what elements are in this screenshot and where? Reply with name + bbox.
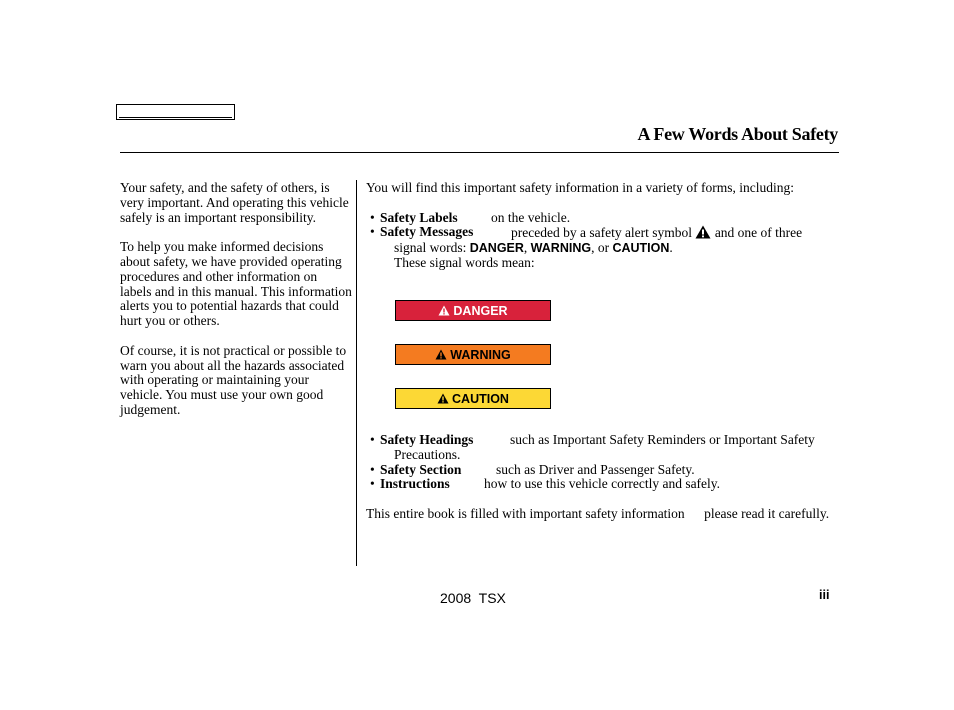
page-number: iii [819, 588, 830, 602]
column-divider [356, 180, 357, 566]
list-item-safety-labels: • Safety Labels on the vehicle. [370, 209, 571, 225]
section-tab-box [116, 104, 235, 120]
page-title: A Few Words About Safety [637, 124, 838, 144]
list-item-instructions: • Instructions how to use this vehicle correctly and safely. [370, 476, 721, 492]
paragraph: Of course, it is not practical or possible to warn you about all the hazards associated with operating or maintaining your vehicle. You must use your own good judgement. [120, 342, 347, 417]
item-lead: Instructions [380, 476, 450, 492]
item-lead: Safety Messages [380, 224, 474, 240]
item-text: such as Important Safety Reminders or Important Safety Precautions. [394, 432, 815, 462]
signal-word-warning: WARNING [530, 241, 592, 256]
warning-signal-label [395, 344, 551, 365]
paragraph: Your safety, and the safety of others, is very important. And operating this vehicle safely is an important responsibility. [120, 180, 349, 225]
safety-alert-icon [437, 393, 449, 404]
left-column [120, 181, 352, 433]
paragraph: To help you make informed decisions about safety, we have provided operating procedures and other information on labels and in this manual. This information alerts you to potential hazards that could hurt you or others. [120, 239, 352, 329]
item-lead: Safety Section [380, 461, 462, 477]
signal-word-caution: CAUTION [612, 241, 670, 256]
item-lead: Safety Headings [380, 432, 474, 447]
list-item-safety-section: • Safety Section such as Driver and Passenger Safety. [370, 461, 695, 477]
signal-word-danger: DANGER [469, 241, 524, 256]
safety-alert-icon [438, 305, 450, 316]
footer-model-name: 2008 TSX [440, 590, 506, 606]
signal-text: WARNING [450, 347, 511, 362]
title-rule [120, 152, 839, 153]
signal-text: CAUTION [452, 391, 509, 406]
right-column-bottom [366, 433, 836, 522]
item-text: such as Driver and Passenger Safety. [496, 461, 695, 477]
list-item-safety-headings: • Safety Headings such as Important Safety Reminders or Important Safety Precautions. [370, 432, 815, 462]
danger-signal-label [395, 300, 551, 321]
item-text-2: and one of three signal words: [394, 225, 803, 256]
item-lead: Safety Labels [380, 209, 458, 225]
item-text: how to use this vehicle correctly and safely. [484, 476, 721, 492]
caution-signal-label [395, 388, 551, 409]
item-text: preceded by a safety alert symbol [511, 225, 693, 241]
right-column-top [366, 181, 836, 271]
item-subtext: These signal words mean: [394, 254, 535, 270]
list-item-safety-messages: • Safety Messages preceded by a safety alert symbol and one of three signal words: DANGER, WARNING, or CAUTION. These signal words mean: [366, 225, 836, 270]
closing-paragraph: This entire book is filled with important safety information please read it carefully. [366, 505, 830, 521]
safety-alert-icon [695, 225, 711, 239]
signal-text: DANGER [453, 303, 508, 318]
item-text: on the vehicle. [491, 209, 571, 225]
intro-paragraph: You will find this important safety information in a variety of forms, including: [366, 180, 794, 195]
safety-alert-icon [435, 349, 447, 360]
